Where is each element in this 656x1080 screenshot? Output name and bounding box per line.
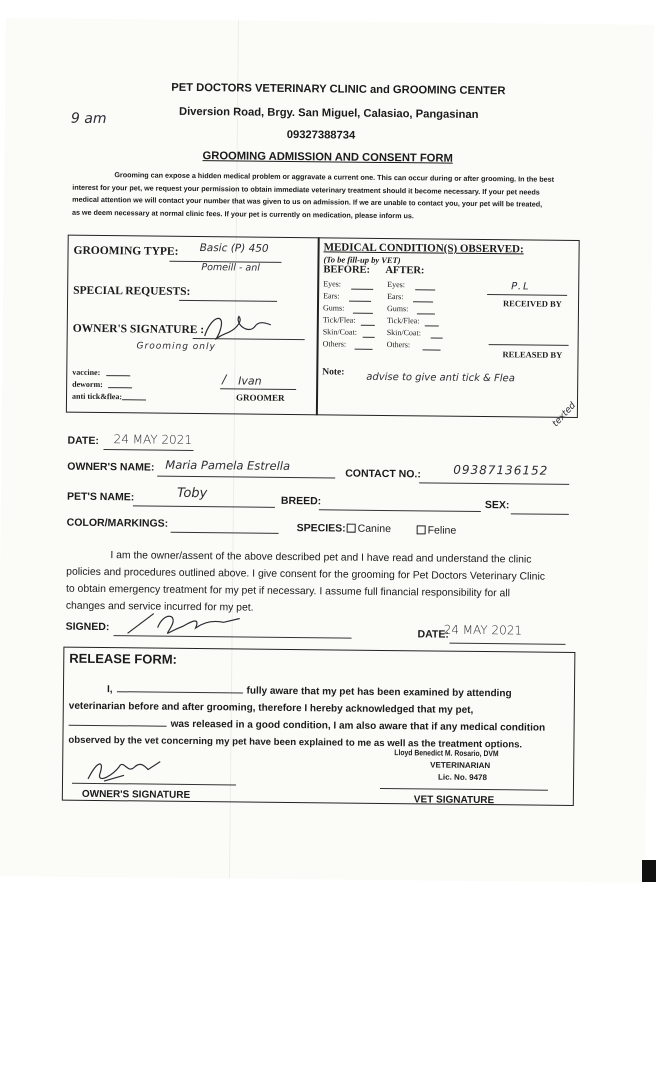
item-gums-before: Gums: bbox=[322, 303, 345, 313]
feline-label: Feline bbox=[427, 524, 457, 537]
consent-date-label: DATE: bbox=[417, 628, 449, 641]
owner-name-label: OWNER'S NAME: bbox=[67, 460, 155, 474]
sex-label: SEX: bbox=[484, 499, 510, 512]
clinic-address: Diversion Road, Brgy. San Miguel, Calasiao, Pangasinan bbox=[178, 105, 479, 121]
contact-line bbox=[419, 482, 569, 485]
release-paragraph: I, fully aware that my pet has been examined by attending veterinarian before and after grooming, therefore I hereby acknowledged that my pet, was released in a good condition, I am also aware that if any medical condition observed by the vet concerning my pet have been explained to me as well as the treatment options. bbox=[68, 684, 546, 751]
signed-label: SIGNED: bbox=[65, 620, 110, 634]
clinic-phone: 09327388734 bbox=[286, 128, 356, 142]
feline-option[interactable] bbox=[417, 524, 457, 536]
vet-title: VETERINARIAN bbox=[430, 760, 491, 771]
groomer-name: Ivan bbox=[238, 374, 262, 388]
item-eyes-after: Eyes: bbox=[387, 280, 406, 290]
date-label: DATE: bbox=[67, 434, 99, 447]
owner-signature-label: OWNER'S SIGNATURE : bbox=[72, 322, 205, 337]
consent-paragraph: I am the owner/assent of the above described pet and I have read and understand the clinic policies and procedures outlined above. I give consent for the grooming for Pet Doctors Veterinary Clinic to obtain emergency treatment for my pet if necessary. I assume full financial responsibility for all changes and service incurred for my pet. bbox=[65, 550, 546, 614]
note-label: Note: bbox=[322, 367, 345, 378]
pet-name-value: Toby bbox=[176, 485, 208, 502]
species-label: SPECIES: bbox=[296, 522, 346, 535]
release-title: RELEASE FORM: bbox=[69, 650, 177, 667]
medical-title: MEDICAL CONDITION(S) OBSERVED: bbox=[323, 241, 524, 256]
item-tick-after: Tick/Flea: bbox=[386, 316, 420, 326]
pet-name-label: PET'S NAME: bbox=[66, 490, 135, 504]
grooming-type-value-2: Pomeill - anl bbox=[201, 262, 260, 274]
date-value: 24 MAY 2021 bbox=[113, 432, 193, 447]
released-by-label: RELEASED BY bbox=[502, 349, 563, 360]
margin-note: texted bbox=[550, 400, 579, 429]
breed-label: BREED: bbox=[280, 494, 322, 508]
medical-items-after bbox=[387, 280, 422, 352]
item-tick-before: Tick/Flea: bbox=[322, 315, 356, 325]
vet-signature-label: VET SIGNATURE bbox=[413, 794, 495, 807]
item-eyes-before: Eyes: bbox=[323, 279, 342, 289]
clinic-name: PET DOCTORS VETERINARY CLINIC and GROOMING CENTER bbox=[171, 81, 506, 98]
sex-line bbox=[511, 513, 569, 515]
owner-release-signature-label: OWNER'S SIGNATURE bbox=[81, 788, 191, 801]
antitick-label: anti tick&flea: bbox=[71, 391, 123, 402]
medical-items-before bbox=[323, 279, 358, 351]
owner-signature-note: Grooming only bbox=[136, 341, 216, 353]
vet-license: Lic. No. 9478 bbox=[438, 772, 488, 783]
received-by-label: RECEIVED BY bbox=[502, 298, 562, 309]
color-markings-line bbox=[171, 532, 279, 534]
contact-value: 09387136152 bbox=[453, 462, 549, 478]
canine-checkbox[interactable] bbox=[347, 524, 356, 533]
medical-blank-lines bbox=[6, 18, 654, 25]
time-note: 9 am bbox=[70, 110, 107, 128]
contact-label: CONTACT NO.: bbox=[345, 467, 421, 481]
item-ears-after: Ears: bbox=[387, 292, 404, 302]
received-initials: P.L bbox=[511, 281, 531, 293]
groomer-mark: / bbox=[222, 372, 227, 387]
owner-name-line bbox=[157, 476, 335, 479]
form-sheet bbox=[0, 18, 654, 883]
color-markings-label: COLOR/MARKINGS: bbox=[66, 516, 169, 530]
consent-date-value: 24 MAY 2021 bbox=[443, 622, 523, 638]
consent-signature-scribble bbox=[124, 607, 244, 638]
intro-paragraph: Grooming can expose a hidden medical problem or aggravate a current one. This can occur during or after grooming. In the best interest for your pet, we request your permission to obtain immediate veterinary treatment should it become necessary. If your pet needs medical attention we will contact your number that was given to us on admission. If we are unable to contact you, your pet will be treated, as we deem necessary at normal clinic fees. If your pet is currently on medication, please inform us. bbox=[71, 170, 555, 220]
grooming-type-value: Basic (P) 450 bbox=[199, 242, 269, 255]
deworm-label: deworm: bbox=[72, 379, 103, 390]
item-skin-after: Skin/Coat: bbox=[386, 328, 422, 338]
vaccine-label: vaccine: bbox=[72, 367, 101, 378]
special-requests-label: SPECIAL REQUESTS: bbox=[73, 284, 191, 298]
after-label: AFTER: bbox=[385, 264, 425, 277]
canine-option[interactable] bbox=[347, 523, 391, 535]
release-signature-scribble bbox=[84, 755, 164, 786]
item-gums-after: Gums: bbox=[386, 304, 409, 314]
pet-name-line bbox=[133, 505, 275, 507]
date-line bbox=[103, 449, 193, 451]
item-skin-before: Skin/Coat: bbox=[322, 327, 358, 337]
medical-subtitle: (To be fill-up by VET) bbox=[323, 254, 401, 266]
consent-date-line bbox=[449, 643, 565, 645]
groomer-label: GROOMER bbox=[235, 392, 285, 403]
form-title: GROOMING ADMISSION AND CONSENT FORM bbox=[202, 150, 453, 165]
feline-checkbox[interactable] bbox=[417, 525, 426, 534]
grooming-type-label: GROOMING TYPE: bbox=[73, 244, 179, 258]
breed-line bbox=[319, 509, 481, 512]
before-label: BEFORE: bbox=[323, 264, 371, 276]
vet-name: Lloyd Benedict M. Rosario, DVM bbox=[394, 748, 499, 759]
scan-edge-shadow bbox=[642, 860, 656, 882]
owner-name-value: Maria Pamela Estrella bbox=[165, 457, 291, 473]
note-value: advise to give anti tick & Flea bbox=[366, 371, 515, 385]
canine-label: Canine bbox=[357, 522, 392, 536]
item-others-after: Others: bbox=[386, 340, 411, 350]
item-ears-before: Ears: bbox=[323, 291, 340, 301]
item-others-before: Others: bbox=[322, 339, 347, 349]
owner-signature-scribble bbox=[199, 308, 279, 345]
